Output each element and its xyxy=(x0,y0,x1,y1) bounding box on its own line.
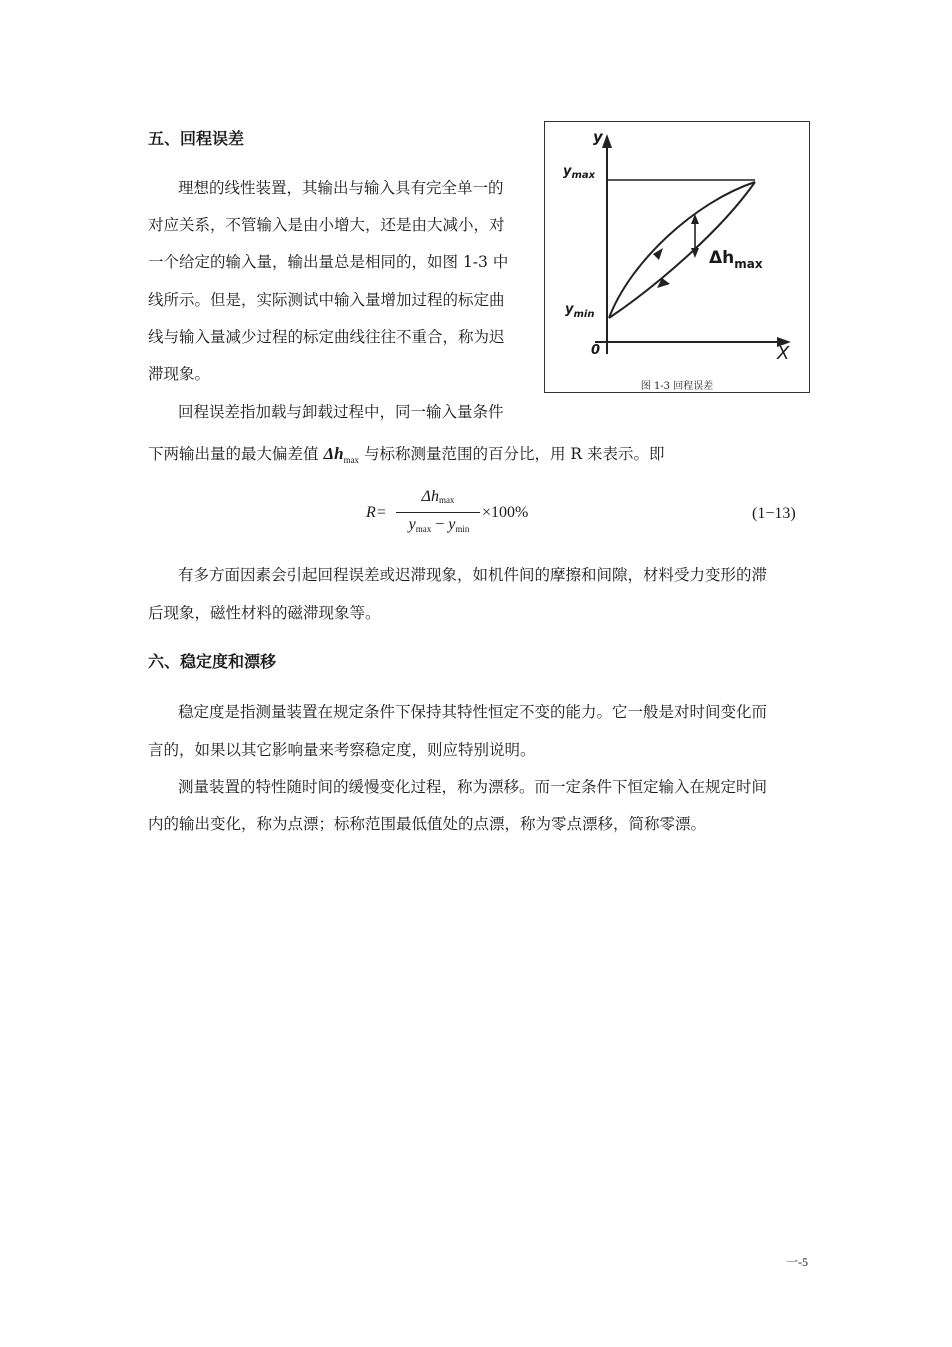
delta-h-symbol: Δh xyxy=(323,444,344,463)
text-line: 后现象，磁性材料的磁滞现象等。 xyxy=(148,604,381,622)
text-line-with-symbol xyxy=(148,442,665,465)
text-line: 线与输入量减少过程的标定曲线往往不重合，称为迟 xyxy=(148,328,505,346)
text-line: 内的输出变化，称为点漂；标称范围最低值处的点漂，称为零点漂移，简称零漂。 xyxy=(148,815,707,833)
delta-h-arrow-down-icon xyxy=(691,248,699,258)
equation-number: (1−13) xyxy=(752,505,796,522)
section-6-title: 六、稳定度和漂移 xyxy=(148,652,277,671)
figure-caption: 图 1-3 回程误差 xyxy=(640,381,714,392)
text-line: 线所示。但是，实际测试中输入量增加过程的标定曲 xyxy=(148,291,505,309)
formula-return-error xyxy=(364,482,564,542)
text-line: 对应关系，不管输入是由小增大，还是由大减小，对 xyxy=(148,216,505,234)
hysteresis-diagram xyxy=(545,122,808,372)
formula-denominator: $y_{max} - y_{min}$ xyxy=(408,516,470,534)
delta-h-subscript: max xyxy=(343,455,360,465)
formula-numerator: $\Delta h_{max}$ xyxy=(421,488,455,505)
y-axis-label: y xyxy=(593,128,603,146)
fraction-bar xyxy=(396,512,480,513)
text-segment: 与标称测量范围的百分比，用 R 来表示。即 xyxy=(359,445,665,463)
ymax-label: $y_{max}$ xyxy=(563,164,596,181)
formula-lhs: R= xyxy=(366,504,387,521)
text-line: 测量装置的特性随时间的缓慢变化过程，称为漂移。而一定条件下恒定输入在规定时间 xyxy=(178,778,768,796)
page-number: 一-5 xyxy=(786,1255,808,1269)
delta-h-max-label: $\Delta h_{max}$ xyxy=(709,248,763,271)
section-5-title: 五、回程误差 xyxy=(148,129,245,148)
x-axis-label: X xyxy=(777,343,790,364)
y-axis-arrow-icon xyxy=(602,134,612,148)
text-segment: 下两输出量的最大偏差值 xyxy=(148,445,324,463)
text-line: 滞现象。 xyxy=(148,365,211,383)
text-line: 理想的线性装置，其输出与输入具有完全单一的 xyxy=(178,179,504,197)
text-line: 稳定度是指测量装置在规定条件下保持其特性恒定不变的能力。它一般是对时间变化而 xyxy=(178,703,768,721)
text-line: 有多方面因素会引起回程误差或迟滞现象，如机件间的摩擦和间隙，材料受力变形的滞 xyxy=(178,566,768,584)
formula-rhs: ×100% xyxy=(482,504,529,521)
figure-hysteresis-error xyxy=(544,121,810,393)
text-line: 回程误差指加载与卸载过程中，同一输入量条件 xyxy=(178,403,504,421)
text-line: 一个给定的输入量，输出量总是相同的，如图 1-3 中 xyxy=(148,253,509,271)
ymin-label: $y_{min}$ xyxy=(565,302,595,320)
text-line: 言的，如果以其它影响量来考察稳定度，则应特别说明。 xyxy=(148,741,536,759)
origin-label: 0 xyxy=(591,343,601,358)
